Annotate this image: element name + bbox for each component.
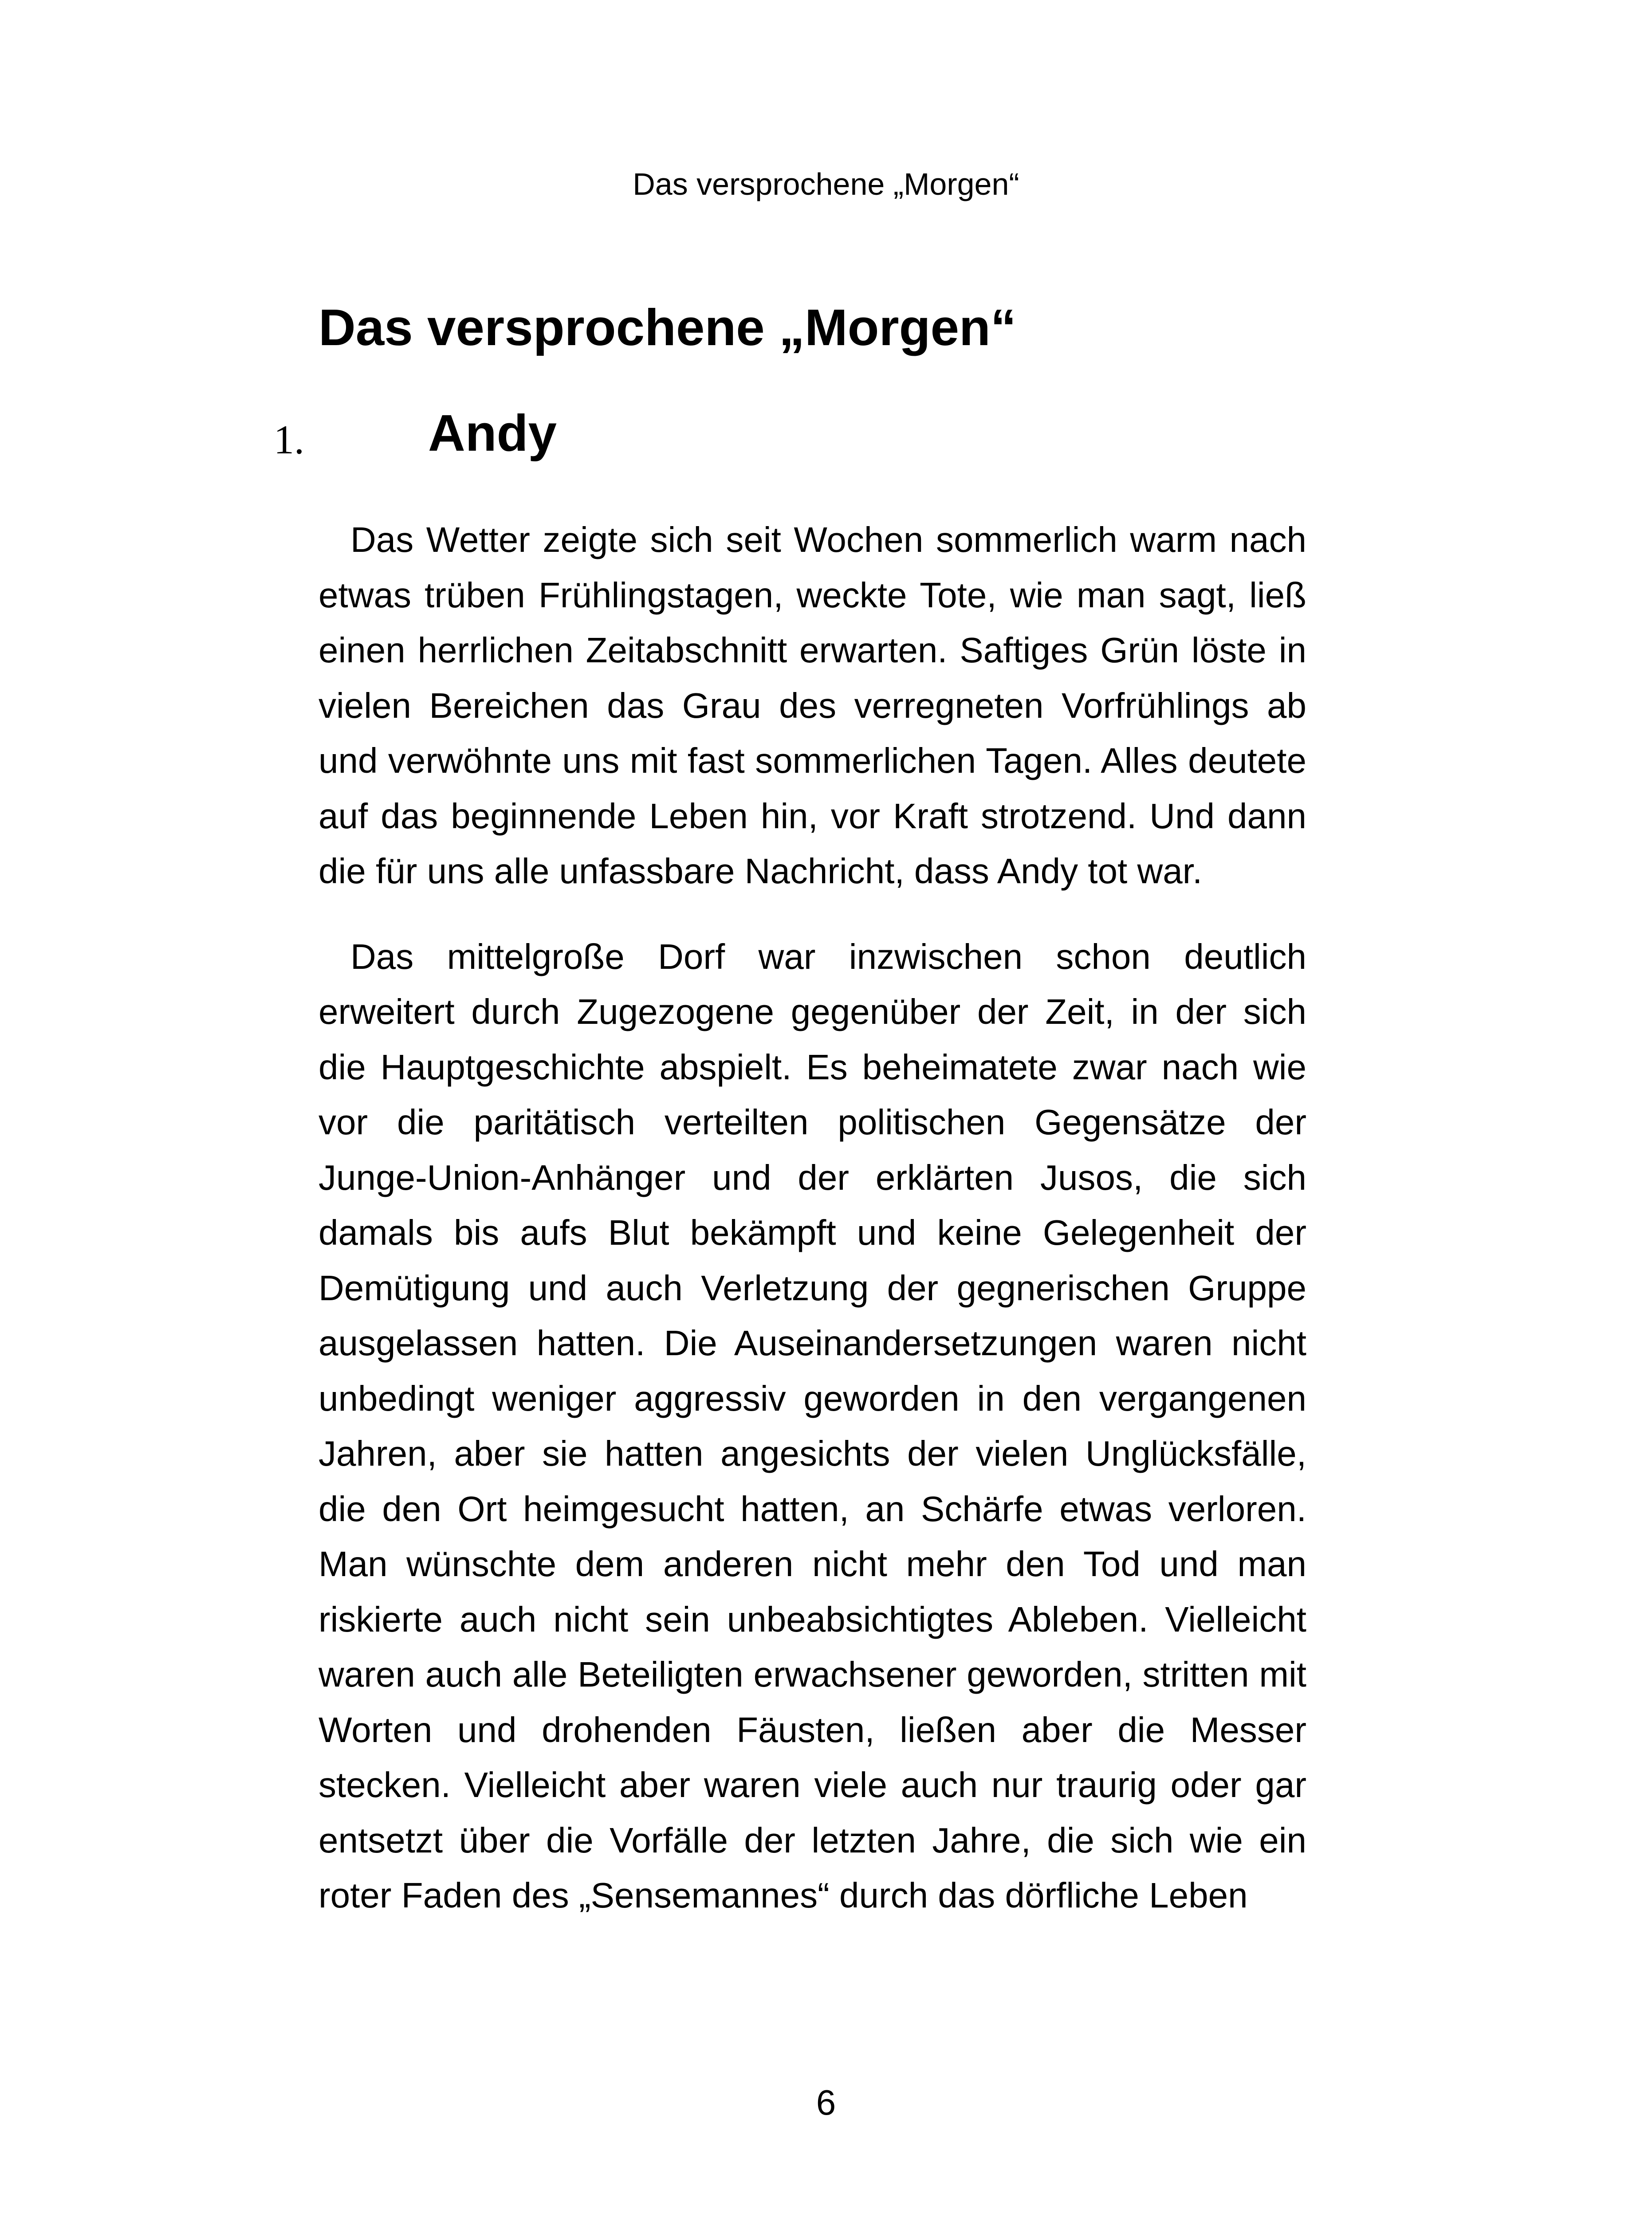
chapter-number: 1.: [274, 417, 304, 462]
paragraph-2: Das mittelgroße Dorf war inzwischen schon deutlich erweitert durch Zugezogene gegenüber der Zeit, in der sich die Hauptgeschichte abspielt. Es beheimatete zwar nach wie vor die paritätisch verteilten politischen Gegensätze der Junge-Union-Anhänger und der erklärten Jusos, die sich damals bis aufs Blut bekämpft und keine Gelegenheit der Demütigung und auch Verletzung der gegnerischen Gruppe ausgelassen hatten. Die Auseinandersetzungen waren nicht unbedingt weniger aggressiv geworden in den vergangenen Jahren, aber sie hatten angesichts der vielen Unglücksfälle, die den Ort heimgesucht hatten, an Schärfe etwas verloren. Man wünschte dem anderen nicht mehr den Tod und man riskierte auch nicht sein unbeabsichtigtes Ableben. Vielleicht waren auch alle Beteiligten erwachsener geworden, stritten mit Worten und drohenden Fäusten, ließen aber die Messer stecken. Vielleicht aber waren viele auch nur traurig oder gar entsetzt über die Vorfälle der letzten Jahre, die sich wie ein roter Faden des „Sensemannes“ durch das dörfliche Leben: [319, 936, 1306, 1915]
chapter-title: Andy: [428, 404, 557, 462]
paragraph-1: Das Wetter zeigte sich seit Wochen sommerlich warm nach etwas trüben Frühlingstagen, weckte Tote, wie man sagt, ließ einen herrlichen Zeitabschnitt erwarten. Saftiges Grün löste in vielen Bereichen das Grau des verregneten Vorfrühlings ab und verwöhnte uns mit fast sommerlichen Tagen. Alles deutete auf das beginnende Leben hin, vor Kraft strotzend. Und dann die für uns alle unfassbare Nachricht, dass Andy tot war.: [319, 520, 1306, 891]
body-text: [319, 512, 1306, 1923]
page-number: 6: [816, 2083, 836, 2122]
running-header: Das versprochene „Morgen“: [633, 167, 1019, 201]
book-title: Das versprochene „Morgen“: [319, 299, 1016, 356]
